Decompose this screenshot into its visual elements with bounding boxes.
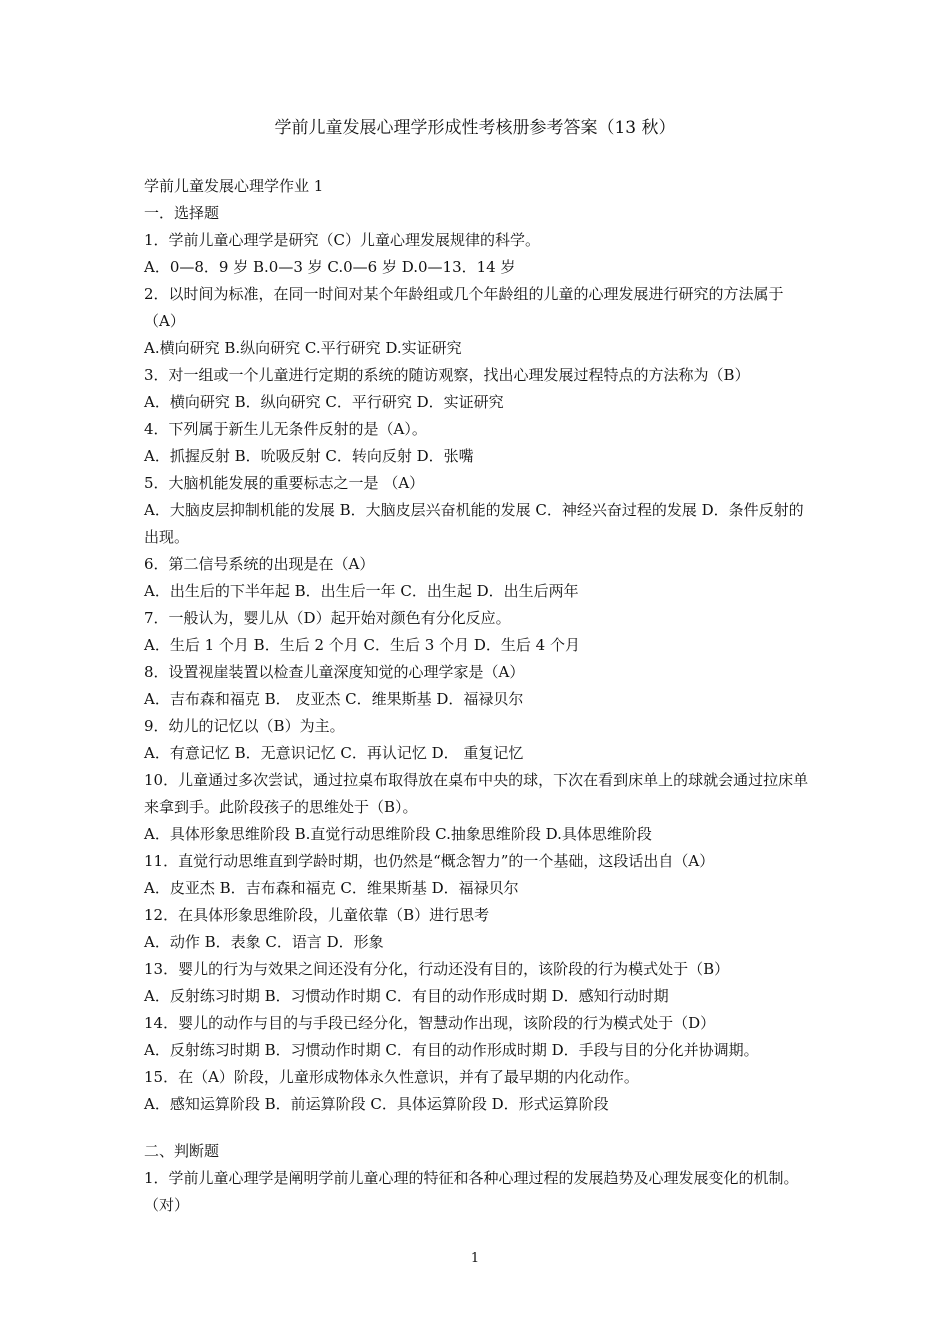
text-line: 1．学前儿童心理学是研究（C）儿童心理发展规律的科学。	[144, 231, 541, 249]
page-title: 学前儿童发展心理学形成性考核册参考答案（13 秋）	[274, 118, 676, 138]
choice-question-list	[144, 227, 810, 1118]
text-line: A．动作 B．表象 C．语言 D．形象	[144, 933, 384, 951]
text-line: 6．第二信号系统的出现是在（A）	[144, 555, 375, 573]
text-line: A．感知运算阶段 B．前运算阶段 C．具体运算阶段 D．形式运算阶段	[144, 1095, 609, 1113]
text-line: 8．设置视崖装置以检查儿童深度知觉的心理学家是（A）	[144, 663, 525, 681]
text-line: A．反射练习时期 B．习惯动作时期 C．有目的动作形成时期 D．感知行动时期	[144, 987, 669, 1005]
document-body	[144, 173, 810, 1219]
text-line: 15．在（A）阶段，儿童形成物体永久性意识，并有了最早期的内化动作。	[144, 1068, 639, 1086]
text-line: 13．婴儿的行为与效果之间还没有分化，行动还没有目的，该阶段的行为模式处于（B）	[144, 960, 730, 978]
text-line: 14．婴儿的动作与目的与手段已经分化，智慧动作出现，该阶段的行为模式处于（D）	[144, 1014, 716, 1032]
section-heading-choice: 一．选择题	[144, 204, 220, 222]
text-line: 2．以时间为标准，在同一时间对某个年龄组或几个年龄组的儿童的心理发展进行研究的方法属于（A）	[144, 285, 784, 330]
text-line: A．0—8．9 岁 B.0—3 岁 C.0—6 岁 D.0—13．14 岁	[144, 258, 516, 276]
text-line: A．生后 1 个月 B．生后 2 个月 C．生后 3 个月 D．生后 4 个月	[144, 636, 580, 654]
text-line: 4．下列属于新生儿无条件反射的是（A）。	[144, 420, 427, 438]
text-line: A．大脑皮层抑制机能的发展 B．大脑皮层兴奋机能的发展 C．神经兴奋过程的发展 D．条件反射的出现。	[144, 501, 804, 546]
section-heading-judgement: 二、判断题	[144, 1142, 220, 1160]
text-line: A．吉布森和福克 B． 皮亚杰 C．维果斯基 D．福禄贝尔	[144, 690, 524, 708]
text-line: 1．学前儿童心理学是阐明学前儿童心理的特征和各种心理过程的发展趋势及心理发展变化的机制。（对）	[144, 1169, 799, 1214]
text-line: A．横向研究 B．纵向研究 C．平行研究 D．实证研究	[144, 393, 504, 411]
text-line: A．反射练习时期 B．习惯动作时期 C．有目的动作形成时期 D．手段与目的分化并协调期。	[144, 1041, 759, 1059]
judgement-question-list	[144, 1165, 810, 1219]
text-line: 9．幼儿的记忆以（B）为主。	[144, 717, 345, 735]
text-line: 7．一般认为，婴儿从（D）起开始对颜色有分化反应。	[144, 609, 511, 627]
text-line: A．有意记忆 B．无意识记忆 C．再认记忆 D． 重复记忆	[144, 744, 524, 762]
text-line: A．抓握反射 B．吮吸反射 C．转向反射 D．张嘴	[144, 447, 474, 465]
text-line: 12．在具体形象思维阶段，儿童依靠（B）进行思考	[144, 906, 490, 924]
text-line: 10．儿童通过多次尝试，通过拉桌布取得放在桌布中央的球，下次在看到床单上的球就会通过拉床单来拿到手。此阶段孩子的思维处于（B）。	[144, 771, 809, 816]
text-line: 5．大脑机能发展的重要标志之一是 （A）	[144, 474, 425, 492]
text-line: A．具体形象思维阶段 B.直觉行动思维阶段 C.抽象思维阶段 D.具体思维阶段	[144, 825, 652, 843]
text-line: 11．直觉行动思维直到学龄时期，也仍然是“概念智力”的一个基础，这段话出自（A）	[144, 852, 715, 870]
text-line: A.横向研究 B.纵向研究 C.平行研究 D.实证研究	[144, 339, 462, 357]
text-line: 3．对一组或一个儿童进行定期的系统的随访观察，找出心理发展过程特点的方法称为（B）	[144, 366, 750, 384]
text-line: A．皮亚杰 B．吉布森和福克 C．维果斯基 D．福禄贝尔	[144, 879, 519, 897]
text-line: A．出生后的下半年起 B．出生后一年 C．出生起 D．出生后两年	[144, 582, 579, 600]
section-spacer	[144, 1118, 810, 1138]
assignment-heading: 学前儿童发展心理学作业 1	[144, 177, 324, 195]
page-number: 1	[470, 1251, 480, 1266]
